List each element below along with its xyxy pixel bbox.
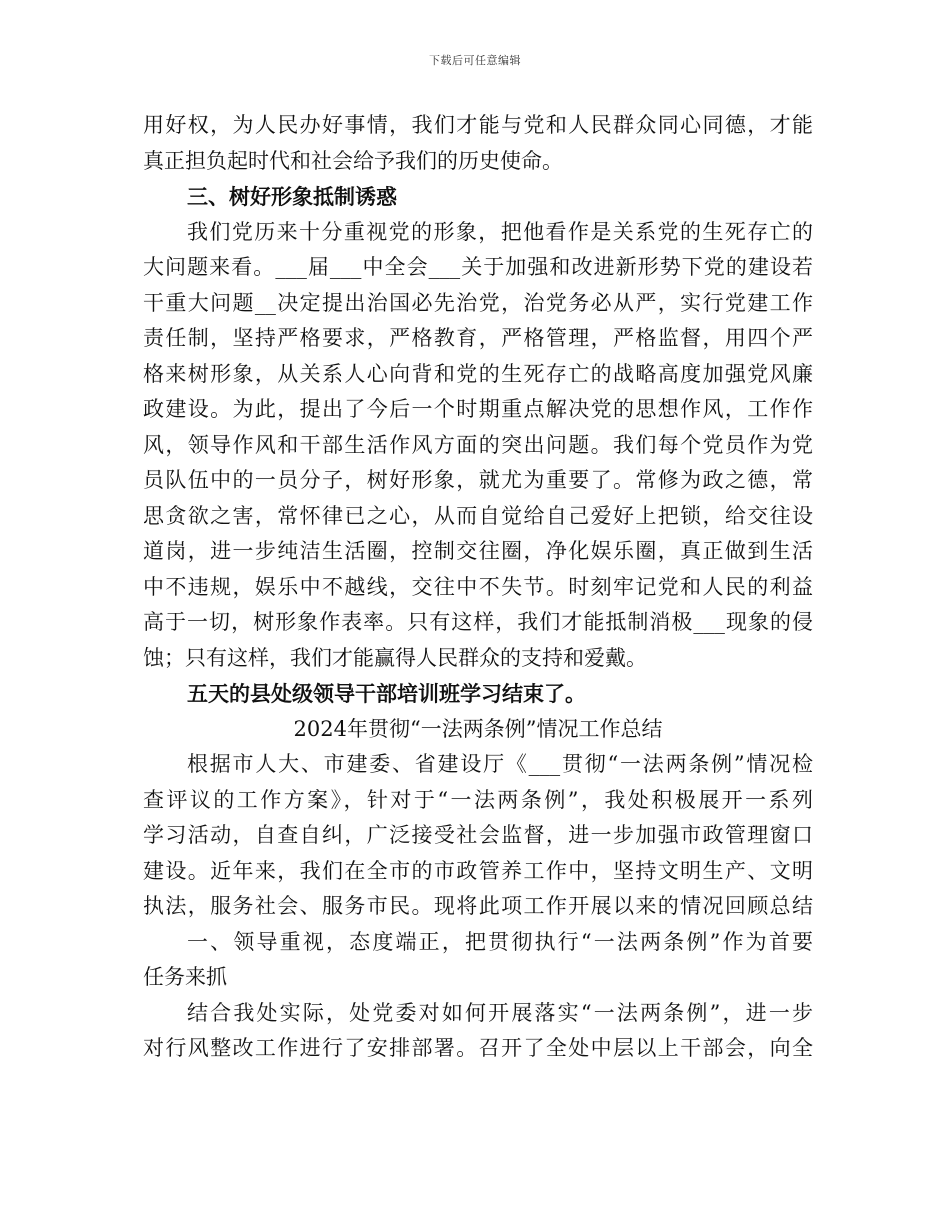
text-line: 执法，服务社会、服务市民。现将此项工作开展以来的情况回顾总结 — [143, 894, 813, 918]
text-line: 结合我处实际，处党委对如何开展落实“一法两条例”，进一步 — [187, 1000, 813, 1025]
text-line: 我们党历来十分重视党的形象，把他看作是关系党的生死存亡的 — [187, 219, 813, 244]
text-line: 风，领导作风和干部生活作风方面的突出问题。我们每个党员作为党 — [143, 432, 813, 457]
text-line: 对行风整改工作进行了安排部署。召开了全处中层以上干部会，向全 — [143, 1036, 813, 1060]
text-line: 2024年贯彻“一法两条例”情况工作总结 — [293, 716, 663, 741]
text-line: 道岗，进一步纯洁生活圈，控制交往圈，净化娱乐圈，真正做到生活 — [143, 539, 813, 563]
text-line: 一、领导重视，态度端正，把贯彻执行“一法两条例”作为首要 — [187, 929, 813, 954]
text-line: 政建设。为此，提出了今后一个时期重点解决党的思想作风，工作作 — [143, 397, 813, 421]
text-line: 建设。近年来，我们在全市的市政管养工作中，坚持文明生产、文明 — [143, 858, 813, 883]
text-line: 干重大问题__决定提出治国必先治党，治党务必从严，实行党建工作 — [143, 290, 813, 315]
text-line: 五天的县处级领导干部培训班学习结束了。 — [187, 681, 586, 706]
text-line: 员队伍中的一员分子，树好形象，就尤为重要了。常修为政之德，常 — [143, 468, 813, 492]
text-line: 根据市人大、市建委、省建设厅《___贯彻“一法两条例”情况检 — [187, 752, 813, 776]
text-line: 查评议的工作方案》，针对于“一法两条例”，我处积极展开一系列 — [143, 787, 813, 812]
text-line: 思贪欲之害，常怀律已之心，从而自觉给自己爱好上把锁，给交往设 — [143, 503, 813, 528]
text-line: 学习活动，自查自纠，广泛接受社会监督，进一步加强市政管理窗口 — [143, 823, 813, 847]
document-body — [143, 108, 813, 1067]
text-line: 蚀；只有这样，我们才能赢得人民群众的支持和爱戴。 — [143, 645, 647, 670]
text-line: 格来树形象，从关系人心向背和党的生死存亡的战略高度加强党风廉 — [143, 361, 813, 386]
text-line: 责任制，坚持严格要求，严格教育，严格管理，严格监督，用四个严 — [143, 326, 813, 350]
text-line: 真正担负起时代和社会给予我们的历史使命。 — [143, 148, 563, 173]
page-header: 下载后可任意编辑 — [429, 54, 521, 67]
text-line: 三、树好形象抵制诱惑 — [187, 184, 397, 209]
text-line: 大问题来看。___届___中全会___关于加强和改进新形势下党的建设若 — [143, 255, 813, 279]
text-line: 用好权，为人民办好事情，我们才能与党和人民群众同心同德，才能 — [143, 113, 813, 137]
text-line: 任务来抓 — [143, 965, 227, 989]
text-line: 高于一切，树形象作表率。只有这样，我们才能抵制消极___现象的侵 — [143, 610, 813, 634]
text-line: 中不违规，娱乐中不越线，交往中不失节。时刻牢记党和人民的利益 — [143, 574, 813, 599]
